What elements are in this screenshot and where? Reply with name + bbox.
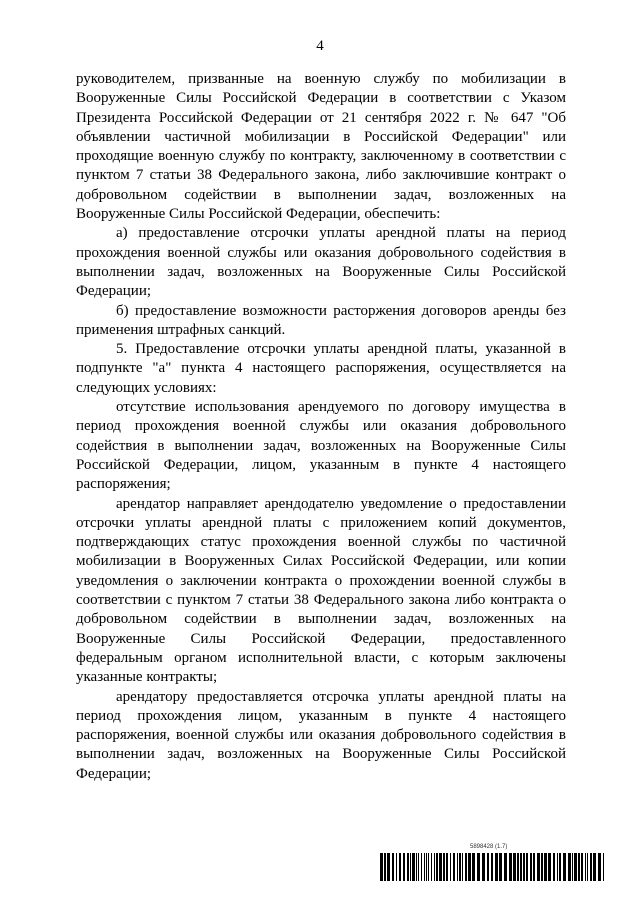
barcode-icon — [380, 853, 604, 881]
paragraph: руководителем, призванные на военную службу по мобилизации в Вооруженные Силы Российской Федерации в соответствии с Указом Президента Российской Федерации от 21 сентября 2022 г. № 647 "Об объявлении частичной мобилизации в Российской Федерации" или проходящие военную службу по контракту, заключенному в соответствии с пунктом 7 статьи 38 Федерального закона, либо заключившие контракт о добровольном содействии в выполнении задач, возложенных на Вооруженные Силы Российской Федерации, обеспечить: — [76, 71, 566, 223]
document-code: 5898428 (1.7) — [470, 844, 508, 850]
document-body — [76, 70, 566, 784]
paragraph: арендатору предоставляется отсрочка уплаты арендной платы на период прохождения лицом, указанным в пункте 4 настоящего распоряжения, военной службы или оказания добровольного содействия в выполнении задач, возложенных на Вооруженные Силы Российской Федерации; — [76, 688, 566, 782]
paragraph: арендатор направляет арендодателю уведомление о предоставлении отсрочки уплаты арендной платы с приложением копий документов, подтверждающих статус прохождения военной службы по частичной мобилизации в Вооруженных Силах Российской Федерации, или копии уведомления о заключении контракта о прохождении военной службы в соответствии с пунктом 7 статьи 38 Федерального закона либо контракта о добровольном содействии в выполнении задач, возложенных на Вооруженные Силы Российской Федерации, предоставленного федеральным органом исполнительной власти, с которым заключены указанные контракты; — [76, 495, 566, 686]
paragraph: 5. Предоставление отсрочки уплаты арендной платы, указанной в подпункте "а" пункта 4 настоящего распоряжения, осуществляется на следующих условиях: — [76, 341, 566, 396]
paragraph: а) предоставление отсрочки уплаты арендной платы на период прохождения военной службы или оказания добровольного содействия в выполнении задач, возложенных на Вооруженные Силы Российской Федерации; — [76, 225, 566, 300]
page-number: 4 — [316, 38, 324, 54]
paragraph: б) предоставление возможности расторжения договоров аренды без применения штрафных санкций. — [76, 302, 566, 338]
paragraph: отсутствие использования арендуемого по договору имущества в период прохождения военной службы или оказания добровольного содействия в выполнении задач, возложенных на Вооруженные Силы Российской Федерации, лицом, указанным в пункте 4 настоящего распоряжения; — [76, 399, 566, 493]
